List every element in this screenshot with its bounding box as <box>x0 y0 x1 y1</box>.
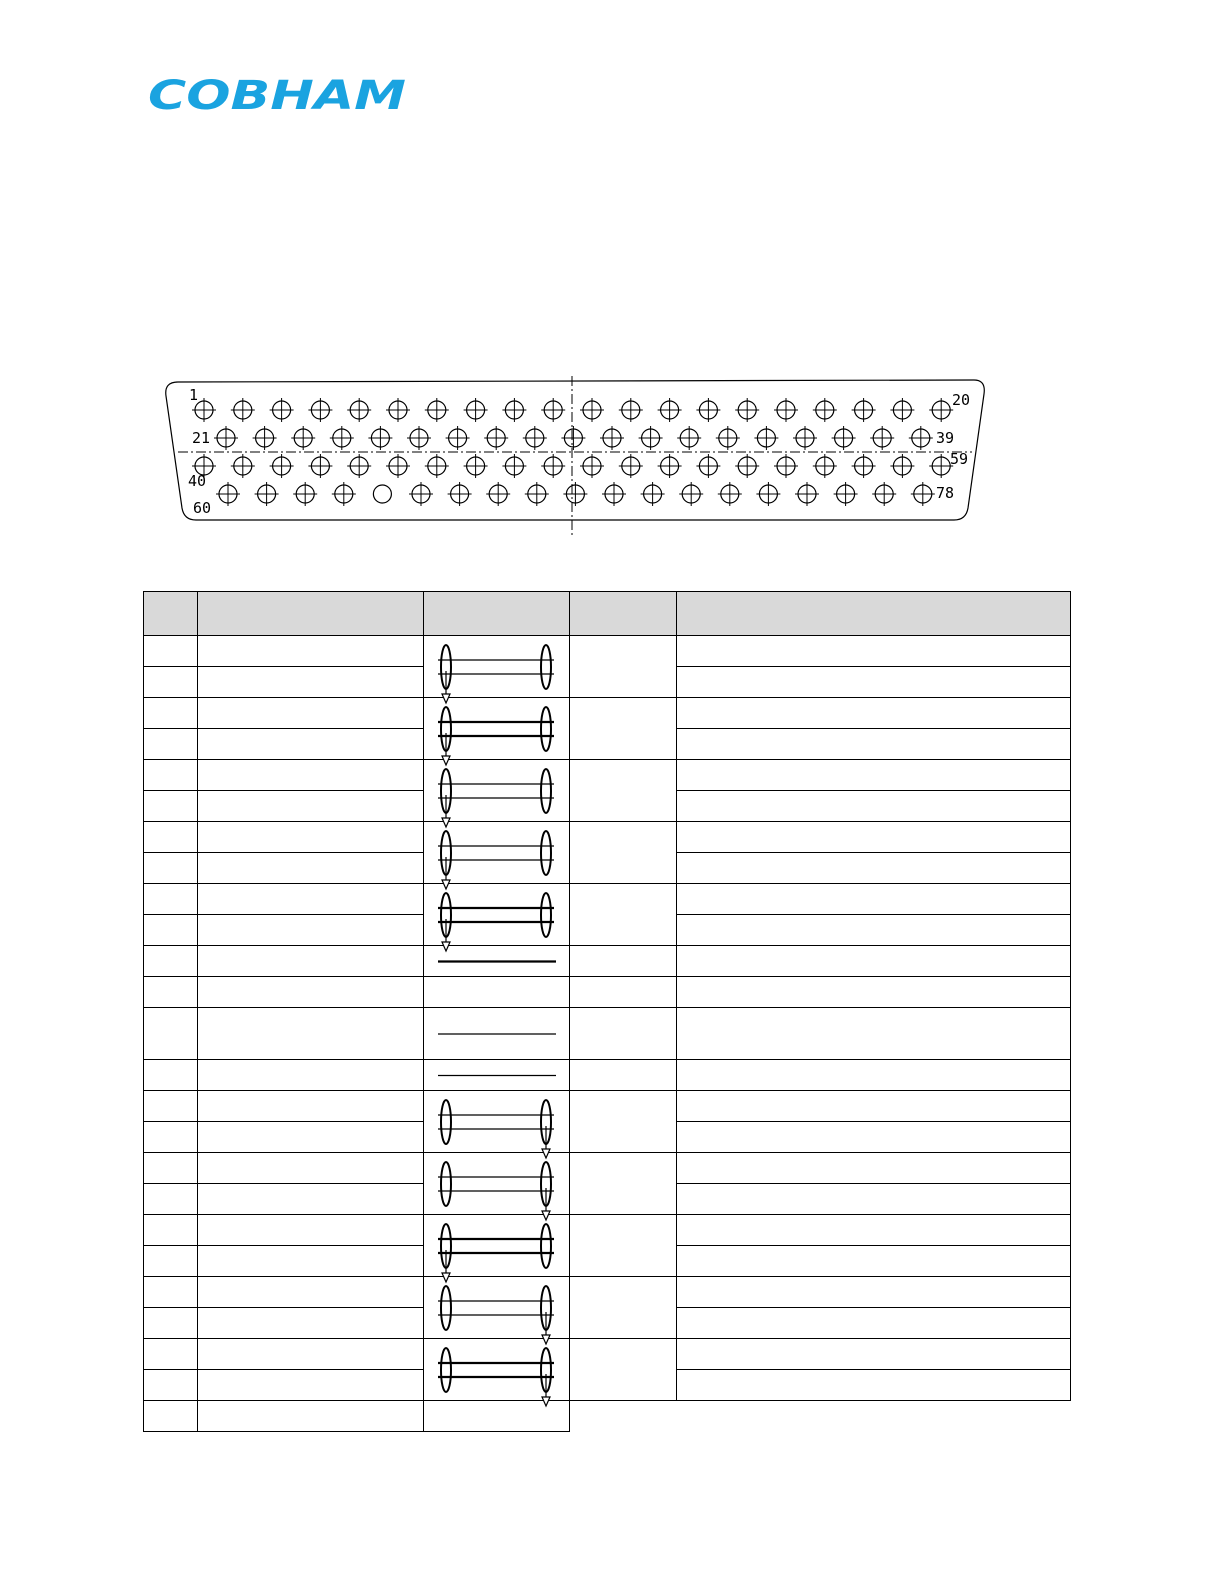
connector-pin <box>541 398 565 422</box>
description-cell <box>677 636 1071 667</box>
signal-cell <box>198 853 424 884</box>
signal-cell <box>198 760 424 791</box>
shielded-pair-symbol <box>424 1153 570 1215</box>
description-cell <box>677 1008 1071 1060</box>
header-cable <box>570 592 677 636</box>
connector-pin <box>619 398 643 422</box>
connector-pin <box>735 398 759 422</box>
signal-cell <box>198 1184 424 1215</box>
connector-pin <box>386 454 410 478</box>
description-cell <box>677 1060 1071 1091</box>
cable-cell <box>570 636 677 698</box>
wire-symbol <box>424 1060 570 1091</box>
cable-cell <box>570 884 677 946</box>
connector-pin <box>525 482 549 506</box>
signal-cell <box>198 1308 424 1339</box>
connector-pin <box>523 426 547 450</box>
connector-pin <box>425 454 449 478</box>
description-cell <box>677 1339 1071 1370</box>
connector-pin <box>502 454 526 478</box>
pin-cell <box>144 1184 198 1215</box>
connector-pin <box>308 398 332 422</box>
wire-cell <box>424 1277 570 1339</box>
pin-cell <box>144 1091 198 1122</box>
connector-pin <box>347 398 371 422</box>
signal-cell <box>198 1339 424 1370</box>
cable-cell <box>570 1091 677 1153</box>
cable-cell <box>570 698 677 760</box>
signal-cell <box>198 667 424 698</box>
description-cell <box>677 1122 1071 1153</box>
signal-cell <box>198 698 424 729</box>
shielded-pair-symbol <box>424 760 570 822</box>
shield-right <box>541 893 551 937</box>
connector-pin <box>308 454 332 478</box>
connector-pin <box>373 485 391 503</box>
connector-pin <box>602 482 626 506</box>
connector-pin <box>368 426 392 450</box>
connector-pin <box>852 454 876 478</box>
table-row <box>144 1091 1071 1122</box>
connector-pin <box>639 426 663 450</box>
pin-cell <box>144 1008 198 1060</box>
pin-cell <box>144 1060 198 1091</box>
wire-cell <box>424 698 570 760</box>
connector-pin <box>502 398 526 422</box>
connector-pin <box>561 426 585 450</box>
wire-cell <box>424 1215 570 1277</box>
pin-cell <box>144 698 198 729</box>
table-row <box>144 1008 1071 1060</box>
description-cell <box>677 698 1071 729</box>
pin-cell <box>144 1401 198 1432</box>
connector-pin <box>909 426 933 450</box>
connector-pin <box>231 398 255 422</box>
description-cell <box>677 1184 1071 1215</box>
signal-cell <box>198 636 424 667</box>
connector-pin <box>679 482 703 506</box>
connector-pin <box>852 398 876 422</box>
connector-pin <box>484 426 508 450</box>
shielded-pair-symbol <box>424 636 570 698</box>
connector-pin <box>464 454 488 478</box>
cable-cell <box>570 822 677 884</box>
header-description <box>677 592 1071 636</box>
connector-pin <box>870 426 894 450</box>
connector-pin <box>774 454 798 478</box>
wire-cell <box>424 1153 570 1215</box>
table-row <box>144 698 1071 729</box>
description-cell <box>677 760 1071 791</box>
connector-pin <box>756 482 780 506</box>
cable-cell <box>570 1215 677 1277</box>
pin-label-21: 21 <box>192 429 211 447</box>
wire-cell <box>424 1060 570 1091</box>
pin-cell <box>144 853 198 884</box>
shield-right <box>541 645 551 689</box>
table-row <box>144 1215 1071 1246</box>
connector-pin <box>754 426 778 450</box>
pin-cell <box>144 1308 198 1339</box>
shield-right <box>541 707 551 751</box>
shielded-pair-symbol <box>424 1091 570 1153</box>
pin-cell <box>144 1277 198 1308</box>
description-cell <box>677 915 1071 946</box>
signal-cell <box>198 1246 424 1277</box>
cable-cell <box>570 1339 677 1401</box>
connector-pin <box>409 482 433 506</box>
signal-cell <box>198 1091 424 1122</box>
connector-pin <box>696 454 720 478</box>
signal-cell <box>198 1277 424 1308</box>
description-cell <box>677 1153 1071 1184</box>
header-signal <box>198 592 424 636</box>
signal-cell <box>198 977 424 1008</box>
wire-cell <box>424 946 570 977</box>
pin-cell <box>144 636 198 667</box>
description-cell <box>677 791 1071 822</box>
connector-pin <box>658 454 682 478</box>
connector-pin <box>425 398 449 422</box>
cable-cell <box>570 1277 677 1339</box>
table-row <box>144 636 1071 667</box>
connector-pin <box>890 398 914 422</box>
description-cell <box>677 977 1071 1008</box>
cable-cell <box>570 977 677 1008</box>
connector-pin <box>255 482 279 506</box>
shield-left <box>441 1348 451 1392</box>
signal-cell <box>198 1060 424 1091</box>
cable-cell <box>570 1153 677 1215</box>
signal-cell <box>198 884 424 915</box>
pin-label-59: 59 <box>950 450 969 468</box>
connector-pin <box>718 482 742 506</box>
shield-right <box>541 831 551 875</box>
pin-cell <box>144 977 198 1008</box>
table-row <box>144 946 1071 977</box>
table-row <box>144 1277 1071 1308</box>
connector-pin <box>619 454 643 478</box>
connector-pin <box>330 426 354 450</box>
connector-pin <box>407 426 431 450</box>
pin-cell <box>144 1122 198 1153</box>
cobham-logo <box>146 76 410 114</box>
shielded-pair-symbol <box>424 822 570 884</box>
pin-label-20: 20 <box>952 391 971 409</box>
cable-cell <box>570 1008 677 1060</box>
connector-pin <box>890 454 914 478</box>
connector-pin <box>813 398 837 422</box>
connector-pin <box>446 426 470 450</box>
pin-label-39: 39 <box>936 429 955 447</box>
shielded-pair-symbol <box>424 884 570 946</box>
description-cell <box>677 884 1071 915</box>
pin-assignment-table <box>143 591 1071 1432</box>
connector-pin <box>677 426 701 450</box>
wire-cell <box>424 1091 570 1153</box>
connector-pin <box>464 398 488 422</box>
pin-label-78: 78 <box>936 484 955 502</box>
connector-pin <box>793 426 817 450</box>
wire-symbol <box>424 946 570 977</box>
connector-pin <box>911 482 935 506</box>
signal-cell <box>198 946 424 977</box>
connector-pin <box>563 482 587 506</box>
signal-cell <box>198 1122 424 1153</box>
signal-cell <box>198 1008 424 1060</box>
description-cell <box>677 1215 1071 1246</box>
wire-cell <box>424 636 570 698</box>
table-header-row <box>144 592 1071 636</box>
connector-pin <box>834 482 858 506</box>
wire-cell <box>424 760 570 822</box>
shield-right <box>541 769 551 813</box>
table-row <box>144 760 1071 791</box>
pin-cell <box>144 822 198 853</box>
connector-pin <box>253 426 277 450</box>
description-cell <box>424 1401 570 1432</box>
table-row <box>144 1060 1071 1091</box>
pin-cell <box>144 1153 198 1184</box>
pin-cell <box>144 884 198 915</box>
signal-cell <box>198 791 424 822</box>
connector-pin <box>716 426 740 450</box>
connector-pin <box>293 482 317 506</box>
connector-pin <box>813 454 837 478</box>
pin-cell <box>144 946 198 977</box>
signal-cell <box>198 1370 424 1401</box>
wire-symbol <box>424 1008 570 1060</box>
logo-text: COBHAM <box>148 76 406 114</box>
description-cell <box>677 946 1071 977</box>
pin-cell <box>144 1370 198 1401</box>
connector-pin <box>291 426 315 450</box>
pin-cell <box>144 760 198 791</box>
pin-cell <box>144 1215 198 1246</box>
signal-cell <box>198 1401 424 1432</box>
description-cell <box>677 1277 1071 1308</box>
pin-cell <box>144 667 198 698</box>
pin-label-1: 1 <box>189 386 199 404</box>
header-pin <box>144 592 198 636</box>
table-row <box>144 1153 1071 1184</box>
pin-label-60: 60 <box>193 499 212 517</box>
connector-pin <box>347 454 371 478</box>
shielded-pair-symbol <box>424 1277 570 1339</box>
table-row <box>144 977 1071 1008</box>
connector-pin <box>658 398 682 422</box>
connector-pin <box>641 482 665 506</box>
shielded-pair-symbol <box>424 1339 570 1401</box>
shield-right <box>541 1224 551 1268</box>
description-cell <box>677 1091 1071 1122</box>
pin-cell <box>144 791 198 822</box>
table-row <box>144 822 1071 853</box>
connector-pin <box>541 454 565 478</box>
connector-diagram <box>160 376 990 536</box>
connector-pin <box>580 454 604 478</box>
connector-pin <box>600 426 624 450</box>
wire-cell <box>424 884 570 946</box>
description-cell <box>677 667 1071 698</box>
pin-cell <box>144 915 198 946</box>
connector-pin <box>448 482 472 506</box>
connector-pin <box>580 398 604 422</box>
connector-pin <box>386 398 410 422</box>
wire-cell <box>424 977 570 1008</box>
connector-pin <box>332 482 356 506</box>
wire-cell <box>424 1008 570 1060</box>
shield-left <box>441 1286 451 1330</box>
pin-cell <box>144 1246 198 1277</box>
connector-pin <box>231 454 255 478</box>
shielded-pair-symbol <box>424 698 570 760</box>
shield-left <box>441 1100 451 1144</box>
connector-pin <box>929 398 953 422</box>
connector-pin <box>270 398 294 422</box>
connector-pin <box>774 398 798 422</box>
description-cell <box>677 729 1071 760</box>
signal-cell <box>198 915 424 946</box>
pin-cell <box>144 1339 198 1370</box>
description-cell <box>677 822 1071 853</box>
table-row <box>144 1339 1071 1370</box>
signal-cell <box>198 1215 424 1246</box>
cable-cell <box>570 946 677 977</box>
description-cell <box>677 853 1071 884</box>
signal-cell <box>198 822 424 853</box>
pin-circle <box>373 485 391 503</box>
shielded-pair-symbol <box>424 1215 570 1277</box>
header-wire <box>424 592 570 636</box>
signal-cell <box>198 729 424 760</box>
cable-cell <box>570 1060 677 1091</box>
description-cell <box>677 1370 1071 1401</box>
connector-pin <box>696 398 720 422</box>
connector-pin <box>486 482 510 506</box>
connector-pin <box>832 426 856 450</box>
connector-pin <box>216 482 240 506</box>
connector-pin <box>270 454 294 478</box>
table-row <box>144 1401 1071 1432</box>
signal-cell <box>198 1153 424 1184</box>
wire-cell <box>424 822 570 884</box>
wire-cell <box>424 1339 570 1401</box>
table-row <box>144 884 1071 915</box>
connector-pin <box>214 426 238 450</box>
connector-pin <box>872 482 896 506</box>
connector-pin <box>795 482 819 506</box>
shield-left <box>441 1162 451 1206</box>
connector-pin <box>735 454 759 478</box>
description-cell <box>677 1246 1071 1277</box>
cable-cell <box>570 760 677 822</box>
description-cell <box>677 1308 1071 1339</box>
pin-cell <box>144 729 198 760</box>
pin-label-40: 40 <box>188 472 207 490</box>
